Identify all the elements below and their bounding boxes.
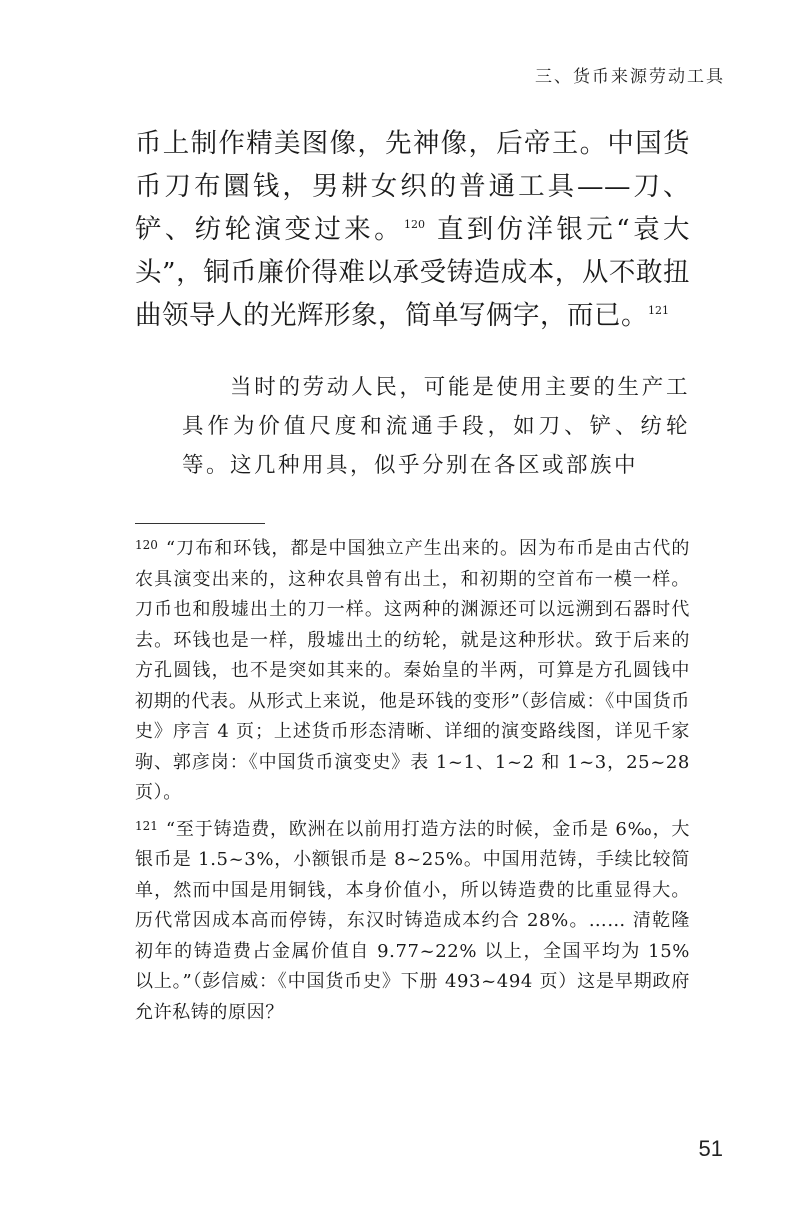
- footnote-ref-121[interactable]: 121: [648, 304, 669, 318]
- footnote-121: [135, 811, 690, 1029]
- footnote-ref-120[interactable]: 120: [404, 218, 426, 232]
- page-number: 51: [698, 1136, 723, 1161]
- main-text-part-a: 币上制作精美图像，先神像，后帝王。中国货币刀布圜钱，男耕女织的普通工具——刀、铲、纺轮演变过来。: [135, 128, 690, 245]
- running-head: 三、货币来源劳动工具: [535, 67, 725, 87]
- footnote-divider: [135, 523, 265, 524]
- footnote-number: 120: [135, 538, 158, 552]
- main-paragraph: [135, 122, 690, 337]
- block-quote: 当时的劳动人民，可能是使用主要的生产工具作为价值尺度和流通手段，如刀、铲、纺轮等。这几种用具，似乎分别在各区或部族中: [182, 375, 690, 478]
- footnote-number: 121: [135, 818, 158, 833]
- footnote-120: [135, 530, 690, 809]
- footnote-text: “至于铸造费，欧洲在以前用打造方法的时候，金币是 6‰，大银币是 1.5~3%，小额银币是 8~25%。中国用范铸，手续比较简单，然而中国是用铜钱，本身价值小，所以铸造费的比重显得大。历代常因成本高而停铸，东汉时铸造成本约合 28%。…… 清乾隆初年的铸造费占金属价值自 9.77~22% 以上，全国平均为 15% 以上。”（彭信威：《中国货币史》下册 493~494 页）这是早期政府允许私铸的原因？: [135, 818, 690, 1023]
- footnotes-section: [135, 530, 690, 1030]
- main-text-part-b: 直到仿洋银元“袁大头”，铜币廉价得难以承受铸造成本，从不敢扭曲领导人的光辉形象，简单写俩字，而已。: [135, 214, 690, 331]
- footnote-text: “刀布和环钱，都是中国独立产生出来的。因为布币是由古代的农具演变出来的，这种农具曾有出土，和初期的空首布一模一样。刀币也和殷墟出土的刀一样。这两种的渊源还可以远溯到石器时代去。环钱也是一样，殷墟出土的纺轮，就是这种形状。致于后来的方孔圆钱，也不是突如其来的。秦始皇的半两，可算是方孔圆钱中初期的代表。从形式上来说，他是环钱的变形”（彭信威：《中国货币史》序言 4 页；上述货币形态清晰、详细的演变路线图，详见千家驹、郭彦岗：《中国货币演变史》表 1~1、1~2 和 1~3，25~28 页）。: [135, 538, 690, 803]
